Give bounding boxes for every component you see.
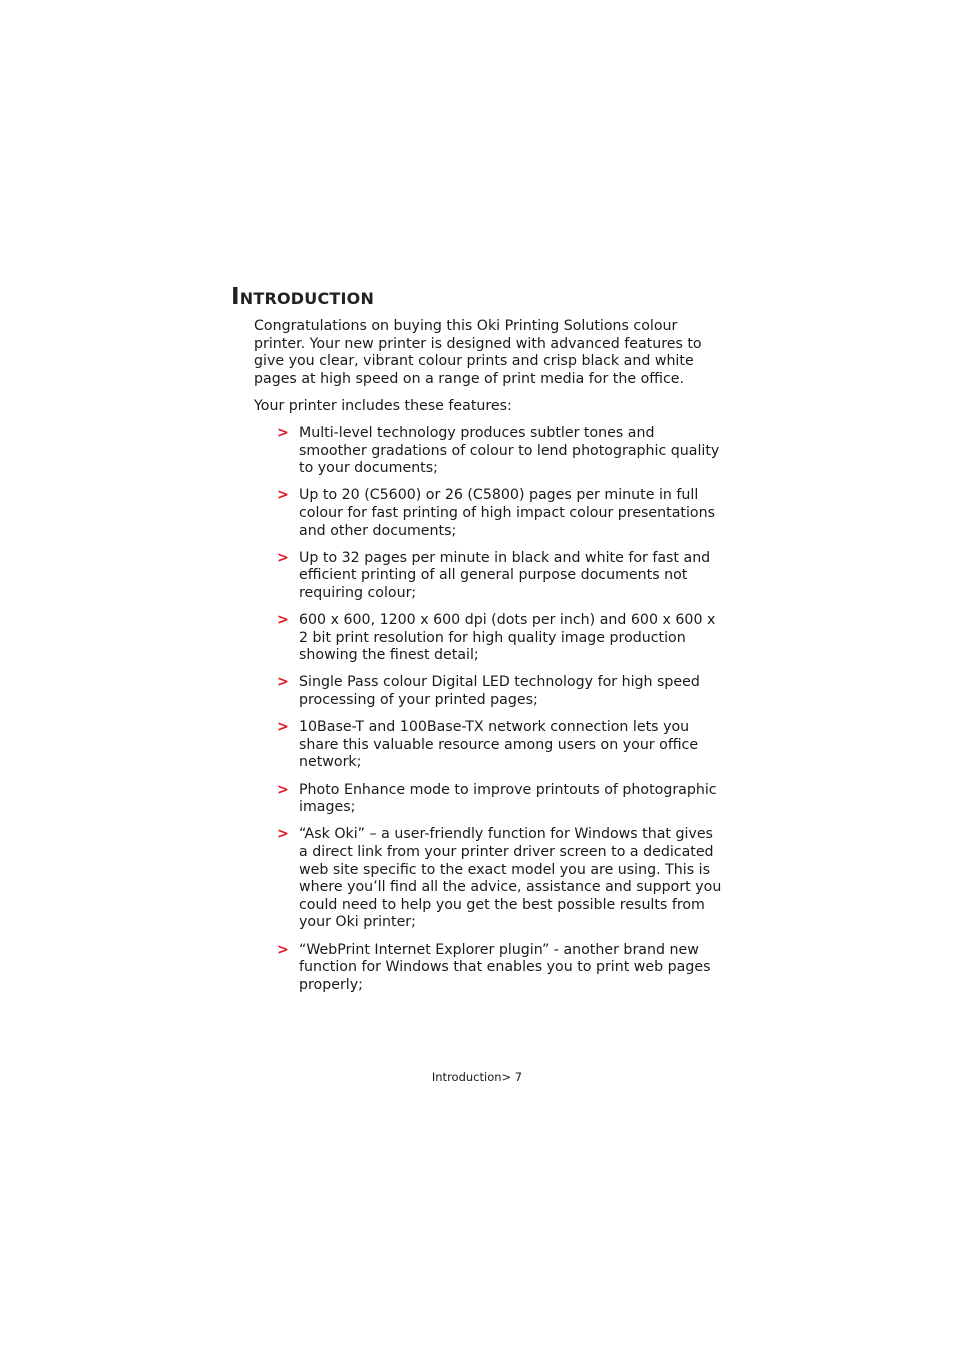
bullet-arrow-icon: >: [277, 424, 289, 441]
bullet-arrow-icon: >: [277, 826, 289, 843]
list-item: [254, 942, 724, 995]
list-item: [254, 826, 724, 932]
bullet-arrow-icon: >: [277, 549, 289, 566]
feature-text: 10Base-T and 100Base-TX network connection lets you share this valuable resource among users on your office network;: [299, 719, 699, 771]
feature-text: Up to 20 (C5600) or 26 (C5800) pages per minute in full colour for fast printing of high impact colour presentations and other documents;: [299, 487, 715, 539]
feature-text: “Ask Oki” – a user-friendly function for Windows that gives a direct link from your printer driver screen to a dedicated web site specific to the exact model you are using. This is where you’ll find all the advice, assistance and support you could need to help you get the best possible results from your Oki printer;: [299, 826, 722, 931]
feature-text: Up to 32 pages per minute in black and white for fast and efficient printing of all general purpose documents not requiring colour;: [299, 549, 711, 601]
intro-paragraph: Congratulations on buying this Oki Printing Solutions colour printer. Your new printer is designed with advanced features to give you clear, vibrant colour prints and crisp black and white pages at high speed on a range of print media for the office.: [254, 318, 702, 387]
list-item: [254, 425, 724, 478]
bullet-arrow-icon: >: [277, 674, 289, 691]
list-item: [254, 782, 724, 817]
list-item: [254, 719, 724, 772]
feature-text: 600 x 600, 1200 x 600 dpi (dots per inch) and 600 x 600 x 2 bit print resolution for high quality image production showing the finest detail;: [299, 612, 716, 664]
body-content: [254, 318, 724, 1004]
list-item: [254, 550, 724, 603]
page-title: Introduction: [231, 284, 375, 310]
bullet-arrow-icon: >: [277, 941, 289, 958]
feature-text: Multi-level technology produces subtler tones and smoother gradations of colour to lend photographic quality to your documents;: [299, 424, 720, 477]
feature-text: Photo Enhance mode to improve printouts of photographic images;: [299, 781, 717, 816]
feature-text: “WebPrint Internet Explorer plugin” - another brand new function for Windows that enables you to print web pages properly;: [299, 941, 711, 993]
bullet-arrow-icon: >: [277, 612, 289, 629]
feature-text: Single Pass colour Digital LED technology for high speed processing of your printed pages;: [299, 674, 700, 709]
list-item: [254, 487, 724, 540]
bullet-arrow-icon: >: [277, 487, 289, 504]
feature-list: [254, 425, 724, 994]
features-intro: Your printer includes these features:: [254, 397, 512, 414]
bullet-arrow-icon: >: [277, 719, 289, 736]
bullet-arrow-icon: >: [277, 781, 289, 798]
page-footer: Introduction> 7: [431, 1070, 523, 1084]
list-item: [254, 674, 724, 709]
list-item: [254, 612, 724, 665]
